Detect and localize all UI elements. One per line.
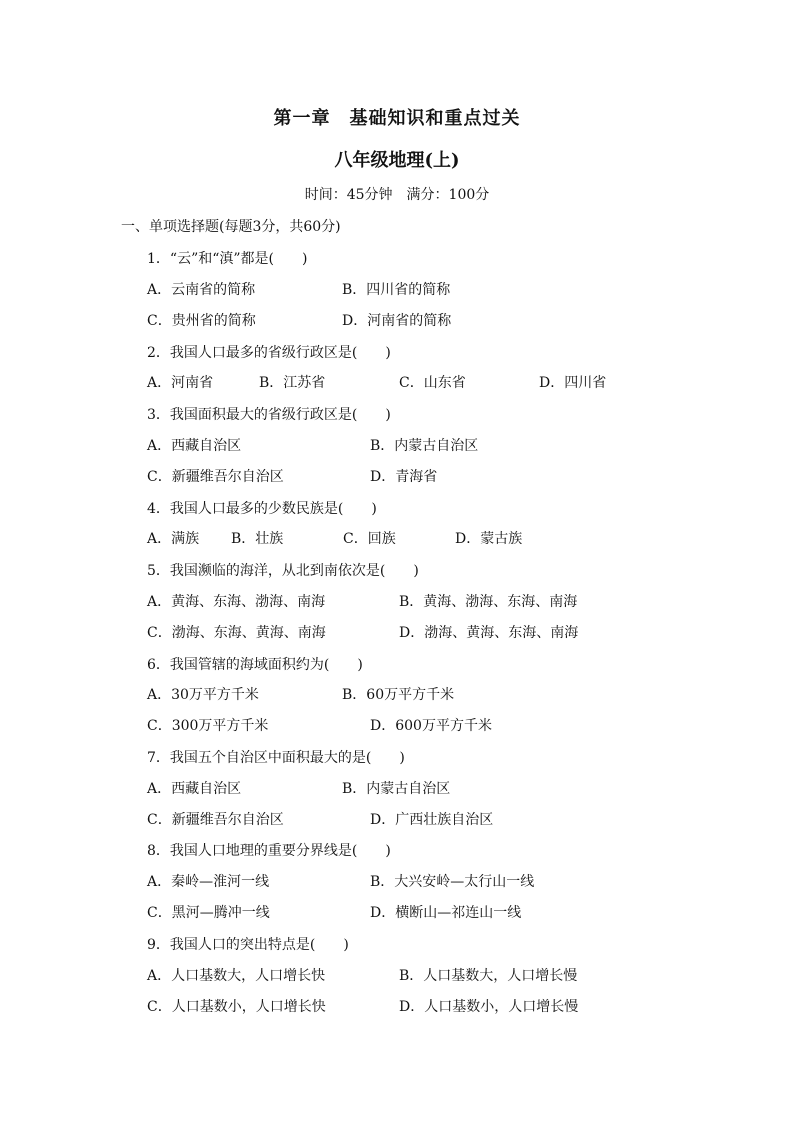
question-3-options-row-1 — [147, 435, 707, 457]
option-d: D．广西壮族自治区 — [370, 812, 494, 828]
option-d: D．蒙古族 — [455, 531, 523, 547]
option-a: A．人口基数大，人口增长快 — [147, 968, 326, 984]
question-5-options-row-1 — [147, 591, 707, 613]
page-title: 第一章 基础知识和重点过关 — [273, 108, 521, 129]
question-9-options-row-2 — [147, 996, 707, 1018]
option-d: D．河南省的简称 — [342, 313, 452, 329]
option-b: B．四川省的简称 — [342, 282, 451, 298]
option-d: D．青海省 — [370, 469, 438, 485]
question-6-options-row-2 — [147, 715, 707, 737]
option-c: C．人口基数小，人口增长快 — [147, 999, 326, 1015]
question-3-options-row-2 — [147, 466, 707, 488]
question-1-stem: 1．“云”和“滇”都是( ) — [147, 251, 308, 267]
option-b: B．60万平方千米 — [342, 687, 455, 703]
question-6-options-row-1 — [147, 684, 707, 706]
option-d: D．四川省 — [539, 375, 607, 391]
question-7-options-row-1 — [147, 778, 707, 800]
option-c: C．贵州省的简称 — [147, 313, 256, 329]
question-4-options-row — [147, 528, 707, 550]
question-5-options-row-2 — [147, 622, 707, 644]
question-7-options-row-2 — [147, 809, 707, 831]
option-c: C．渤海、东海、黄海、南海 — [147, 625, 326, 641]
question-9-options-row-1 — [147, 965, 707, 987]
option-b: B．江苏省 — [259, 375, 326, 391]
option-b: B．内蒙古自治区 — [370, 438, 479, 454]
option-a: A．秦岭—淮河一线 — [147, 874, 270, 890]
option-a: A．满族 — [147, 531, 200, 547]
question-1-options-row-2 — [147, 310, 707, 332]
question-5-stem: 5．我国濒临的海洋，从北到南依次是( ) — [147, 563, 419, 579]
option-a: A．西藏自治区 — [147, 438, 242, 454]
question-8-options-row-2 — [147, 902, 707, 924]
question-6-stem: 6．我国管辖的海域面积约为( ) — [147, 657, 363, 673]
option-a: A．30万平方千米 — [147, 687, 259, 703]
question-3-stem: 3．我国面积最大的省级行政区是( ) — [147, 407, 391, 423]
option-a: A．西藏自治区 — [147, 781, 242, 797]
option-a: A．云南省的简称 — [147, 282, 256, 298]
question-8-options-row-1 — [147, 871, 707, 893]
option-d: D．人口基数小，人口增长慢 — [399, 999, 579, 1015]
option-b: B．大兴安岭—太行山一线 — [370, 874, 535, 890]
option-d: D．600万平方千米 — [370, 718, 492, 734]
option-a: A．河南省 — [147, 375, 214, 391]
option-c: C．黑河—腾冲一线 — [147, 905, 270, 921]
question-1-options-row-1 — [147, 279, 707, 301]
option-c: C．新疆维吾尔自治区 — [147, 812, 284, 828]
question-2-stem: 2．我国人口最多的省级行政区是( ) — [147, 345, 391, 361]
option-b: B．内蒙古自治区 — [342, 781, 451, 797]
option-b: B．黄海、渤海、东海、南海 — [399, 594, 578, 610]
option-c: C．新疆维吾尔自治区 — [147, 469, 284, 485]
option-d: D．渤海、黄海、东海、南海 — [399, 625, 579, 641]
option-c: C．300万平方千米 — [147, 718, 269, 734]
option-b: B．壮族 — [231, 531, 284, 547]
section-heading: 一、单项选择题(每题3分，共60分) — [121, 219, 341, 235]
question-9-stem: 9．我国人口的突出特点是( ) — [147, 937, 349, 953]
question-4-stem: 4．我国人口最多的少数民族是( ) — [147, 501, 377, 517]
page-subtitle: 八年级地理(上) — [334, 150, 460, 171]
option-d: D．横断山—祁连山一线 — [370, 905, 522, 921]
option-b: B．人口基数大，人口增长慢 — [399, 968, 578, 984]
option-c: C．山东省 — [399, 375, 466, 391]
question-7-stem: 7．我国五个自治区中面积最大的是( ) — [147, 750, 405, 766]
exam-meta: 时间：45分钟 满分：100分 — [304, 187, 490, 203]
option-a: A．黄海、东海、渤海、南海 — [147, 594, 326, 610]
question-8-stem: 8．我国人口地理的重要分界线是( ) — [147, 843, 391, 859]
option-c: C．回族 — [343, 531, 396, 547]
question-2-options-row — [147, 372, 707, 394]
